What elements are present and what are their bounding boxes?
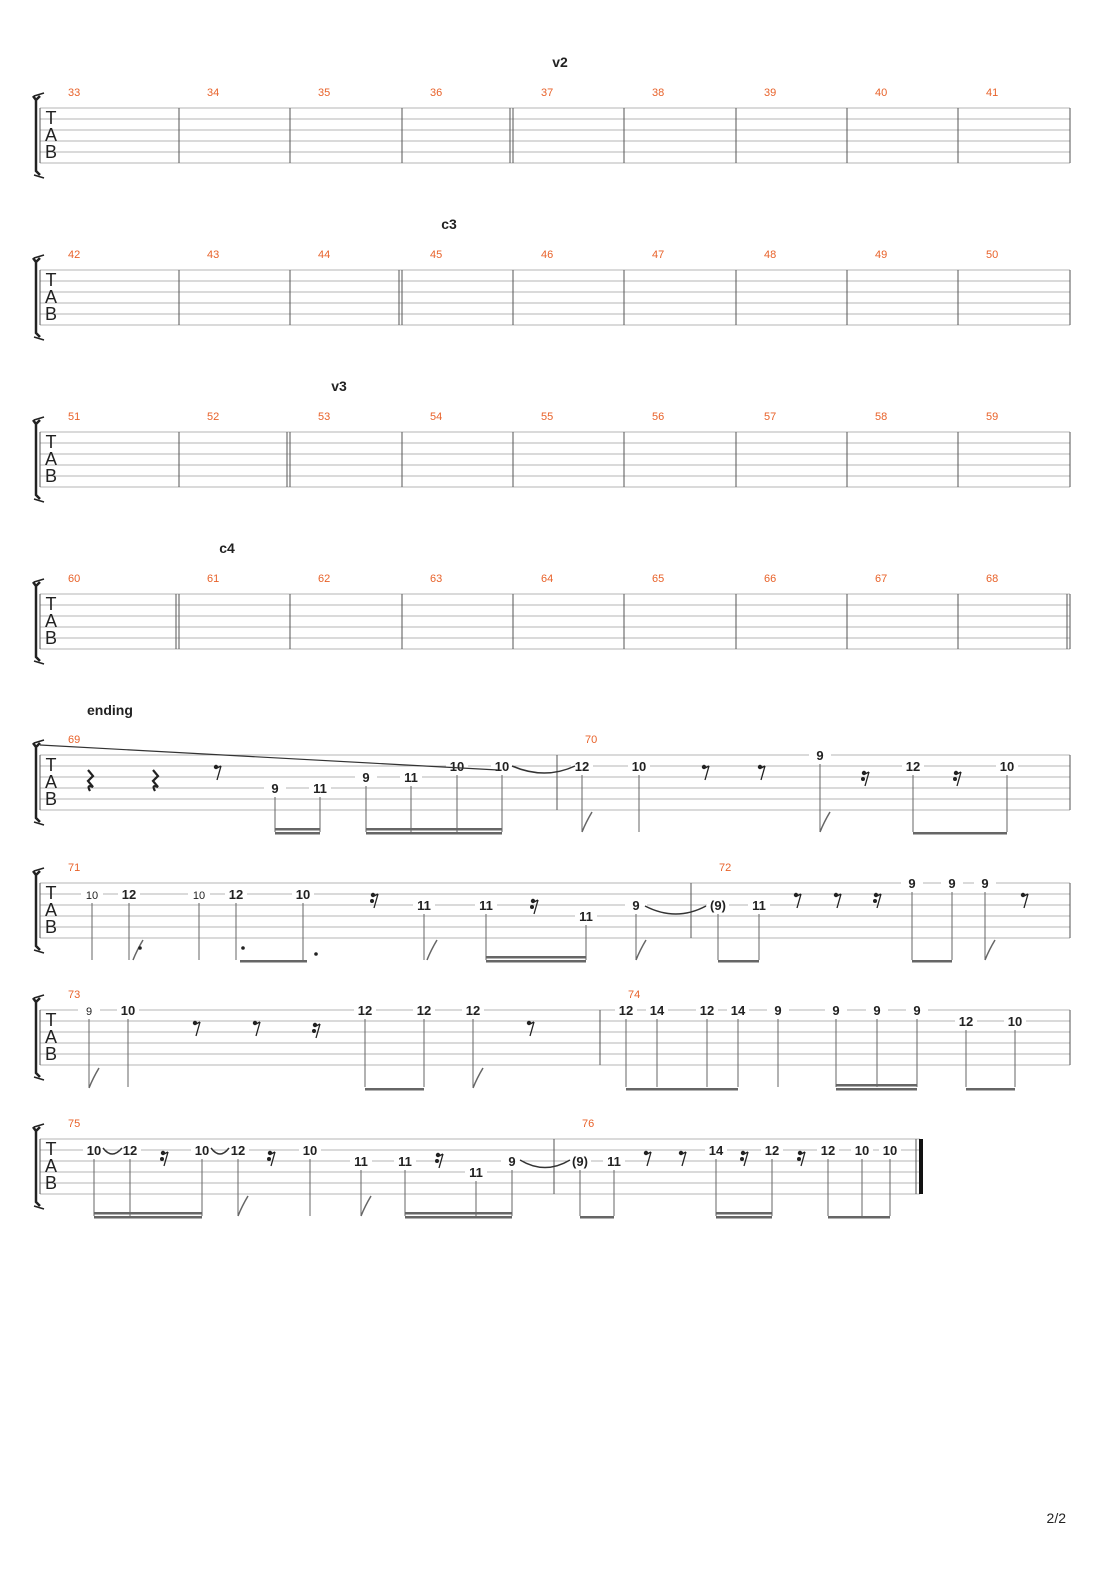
tab-clef-letter: B <box>44 304 58 324</box>
note-flag <box>89 1068 99 1088</box>
measure-number: 44 <box>318 249 331 261</box>
fret-number: 12 <box>228 887 244 902</box>
tab-clef-letter: B <box>44 142 58 162</box>
fret-number: 10 <box>194 1143 210 1158</box>
system-bracket <box>33 871 40 950</box>
measure-number: 52 <box>207 411 220 423</box>
note-beam <box>486 960 586 963</box>
fret-number: 11 <box>607 1154 621 1169</box>
measure-number: 69 <box>68 734 81 746</box>
measure-number: 60 <box>68 573 81 585</box>
fret-number: 12 <box>905 759 921 774</box>
fret-number: 12 <box>122 1143 138 1158</box>
system-bracket <box>33 1127 40 1206</box>
fret-number: 10 <box>85 890 99 902</box>
measure-number: 53 <box>318 411 331 423</box>
section-label: v3 <box>331 378 347 394</box>
sixteenth-rest-dot <box>435 1159 439 1163</box>
note-beam <box>912 960 952 963</box>
tab-clef-letter: B <box>44 1044 58 1064</box>
tab-clef-letter: A <box>44 900 58 920</box>
note-flag <box>361 1196 371 1216</box>
fret-number: 10 <box>449 759 465 774</box>
tab-clef-letter: B <box>44 789 58 809</box>
fret-number: (9) <box>572 1154 588 1169</box>
note-flag <box>582 812 592 832</box>
note-flag <box>238 1196 248 1216</box>
note-beam <box>366 832 502 835</box>
tie-arc <box>645 906 706 914</box>
note-beam <box>718 960 759 963</box>
measure-number: 61 <box>207 573 220 585</box>
measure-number: 64 <box>541 573 554 585</box>
measure-number: 76 <box>582 1118 595 1130</box>
fret-number: 10 <box>854 1143 870 1158</box>
augmentation-dot <box>241 946 245 950</box>
measure-number: 50 <box>986 249 999 261</box>
fret-number: 11 <box>354 1154 368 1169</box>
measure-number: 55 <box>541 411 554 423</box>
fret-number: 10 <box>192 890 206 902</box>
sixteenth-rest-dot <box>160 1157 164 1161</box>
note-beam <box>580 1216 614 1219</box>
fret-number: 10 <box>631 759 647 774</box>
fret-number: 10 <box>86 1143 102 1158</box>
measure-number: 34 <box>207 87 220 99</box>
note-beam <box>828 1216 890 1219</box>
measure-number: 39 <box>764 87 777 99</box>
final-bar-thick <box>919 1139 923 1194</box>
tab-clef-letter: A <box>44 125 58 145</box>
fret-number: 10 <box>494 759 510 774</box>
fret-number: 12 <box>230 1143 246 1158</box>
measure-number: 48 <box>764 249 777 261</box>
fret-number: (9) <box>710 898 726 913</box>
tab-clef-letter: T <box>45 755 57 775</box>
fret-number: 12 <box>618 1003 634 1018</box>
section-label: c4 <box>219 540 235 556</box>
tab-clef-letter: A <box>44 772 58 792</box>
fret-number: 9 <box>832 1003 840 1018</box>
measure-number: 49 <box>875 249 888 261</box>
measure-number: 47 <box>652 249 665 261</box>
measure-number: 35 <box>318 87 331 99</box>
note-flag <box>636 940 646 960</box>
section-label: v2 <box>552 54 568 70</box>
tab-clef-letter: T <box>45 1139 57 1159</box>
tab-clef-letter: T <box>45 432 57 452</box>
fret-number: 11 <box>579 909 593 924</box>
measure-number: 38 <box>652 87 665 99</box>
section-label: ending <box>87 702 133 718</box>
measure-number: 65 <box>652 573 665 585</box>
tab-clef-letter: A <box>44 1027 58 1047</box>
sixteenth-rest-dot <box>370 899 374 903</box>
note-beam <box>405 1216 512 1219</box>
note-flag <box>473 1068 483 1088</box>
measure-number: 73 <box>68 989 81 1001</box>
fret-number: 10 <box>999 759 1015 774</box>
note-flag <box>133 940 143 960</box>
note-beam <box>275 828 320 831</box>
fret-number: 9 <box>913 1003 921 1018</box>
fret-number: 14 <box>708 1143 724 1158</box>
system-bracket <box>33 96 40 175</box>
tab-clef-letter: B <box>44 466 58 486</box>
tie-arc <box>211 1148 229 1154</box>
tab-clef-letter: T <box>45 108 57 128</box>
fret-number: 9 <box>508 1154 516 1169</box>
fret-number: 11 <box>404 770 418 785</box>
fret-number: 12 <box>416 1003 432 1018</box>
measure-number: 59 <box>986 411 999 423</box>
fret-number: 11 <box>417 898 431 913</box>
fret-number: 9 <box>908 876 916 891</box>
fret-number: 11 <box>469 1165 483 1180</box>
tab-clef-letter: B <box>44 628 58 648</box>
tab-clef-letter: T <box>45 594 57 614</box>
measure-number: 57 <box>764 411 777 423</box>
fret-number: 10 <box>120 1003 136 1018</box>
fret-number: 11 <box>398 1154 412 1169</box>
measure-number: 70 <box>585 734 598 746</box>
measure-number: 68 <box>986 573 999 585</box>
fret-number: 9 <box>948 876 956 891</box>
fret-number: 12 <box>574 759 590 774</box>
fret-number: 12 <box>121 887 137 902</box>
fret-number: 11 <box>752 898 766 913</box>
fret-number: 9 <box>774 1003 782 1018</box>
measure-number: 36 <box>430 87 443 99</box>
system-bracket <box>33 998 40 1077</box>
fret-number: 12 <box>699 1003 715 1018</box>
tab-clef-letter: A <box>44 1156 58 1176</box>
note-beam <box>275 832 320 835</box>
fret-number: 14 <box>730 1003 746 1018</box>
note-beam <box>366 828 502 831</box>
tab-clef-letter: A <box>44 287 58 307</box>
fret-number: 9 <box>271 781 279 796</box>
note-beam <box>94 1212 202 1215</box>
measure-number: 63 <box>430 573 443 585</box>
measure-number: 62 <box>318 573 331 585</box>
note-beam <box>716 1216 772 1219</box>
fret-number: 10 <box>882 1143 898 1158</box>
tab-clef-letter: A <box>44 449 58 469</box>
fret-number: 12 <box>465 1003 481 1018</box>
sixteenth-rest-dot <box>953 777 957 781</box>
measure-number: 58 <box>875 411 888 423</box>
note-flag <box>427 940 437 960</box>
fret-number: 14 <box>649 1003 665 1018</box>
note-beam <box>365 1088 424 1091</box>
fret-number: 11 <box>479 898 493 913</box>
note-beam <box>836 1084 917 1087</box>
fret-number: 9 <box>362 770 370 785</box>
measure-number: 51 <box>68 411 81 423</box>
fret-number: 12 <box>764 1143 780 1158</box>
tab-clef-letter: T <box>45 270 57 290</box>
measure-number: 46 <box>541 249 554 261</box>
system-bracket <box>33 258 40 337</box>
fret-number: 9 <box>873 1003 881 1018</box>
measure-number: 74 <box>628 989 641 1001</box>
sixteenth-rest-dot <box>740 1157 744 1161</box>
sixteenth-rest-dot <box>797 1157 801 1161</box>
measure-number: 56 <box>652 411 665 423</box>
measure-number: 54 <box>430 411 443 423</box>
measure-number: 66 <box>764 573 777 585</box>
note-beam <box>626 1088 738 1091</box>
note-beam <box>966 1088 1015 1091</box>
sixteenth-rest-dot <box>873 899 877 903</box>
note-flag <box>985 940 995 960</box>
sixteenth-rest-dot <box>312 1029 316 1033</box>
augmentation-dot <box>314 952 318 956</box>
measure-number: 41 <box>986 87 999 99</box>
tab-clef-letter: A <box>44 611 58 631</box>
system-bracket <box>33 582 40 661</box>
augmentation-dot <box>138 946 142 950</box>
measure-number: 42 <box>68 249 81 261</box>
system-bracket <box>33 420 40 499</box>
fret-number: 10 <box>302 1143 318 1158</box>
note-beam <box>405 1212 512 1215</box>
measure-number: 67 <box>875 573 888 585</box>
measure-number: 37 <box>541 87 554 99</box>
measure-number: 40 <box>875 87 888 99</box>
page-number: 2/2 <box>1046 1510 1066 1526</box>
fret-number: 9 <box>816 748 824 763</box>
fret-number: 10 <box>295 887 311 902</box>
measure-number: 33 <box>68 87 81 99</box>
measure-number: 71 <box>68 862 81 874</box>
note-flag <box>820 812 830 832</box>
note-beam <box>486 956 586 959</box>
tie-arc <box>512 766 575 773</box>
measure-number: 45 <box>430 249 443 261</box>
note-beam <box>836 1088 917 1091</box>
note-beam <box>716 1212 772 1215</box>
fret-number: 12 <box>958 1014 974 1029</box>
fret-number: 9 <box>981 876 989 891</box>
measure-number: 43 <box>207 249 220 261</box>
fret-number: 11 <box>313 781 327 796</box>
fret-number: 12 <box>357 1003 373 1018</box>
tab-clef-letter: B <box>44 1173 58 1193</box>
note-beam <box>94 1216 202 1219</box>
measure-number: 72 <box>719 862 732 874</box>
note-beam <box>240 960 307 963</box>
system-bracket <box>33 743 40 822</box>
measure-number: 75 <box>68 1118 81 1130</box>
sixteenth-rest-dot <box>530 905 534 909</box>
fret-number: 9 <box>85 1006 93 1018</box>
note-beam <box>913 832 1007 835</box>
tab-clef-letter: T <box>45 1010 57 1030</box>
fret-number: 12 <box>820 1143 836 1158</box>
section-label: c3 <box>441 216 457 232</box>
fret-number: 9 <box>632 898 640 913</box>
fret-number: 10 <box>1007 1014 1023 1029</box>
tab-clef-letter: B <box>44 917 58 937</box>
sixteenth-rest-dot <box>861 777 865 781</box>
tab-clef-letter: T <box>45 883 57 903</box>
sixteenth-rest-dot <box>267 1157 271 1161</box>
